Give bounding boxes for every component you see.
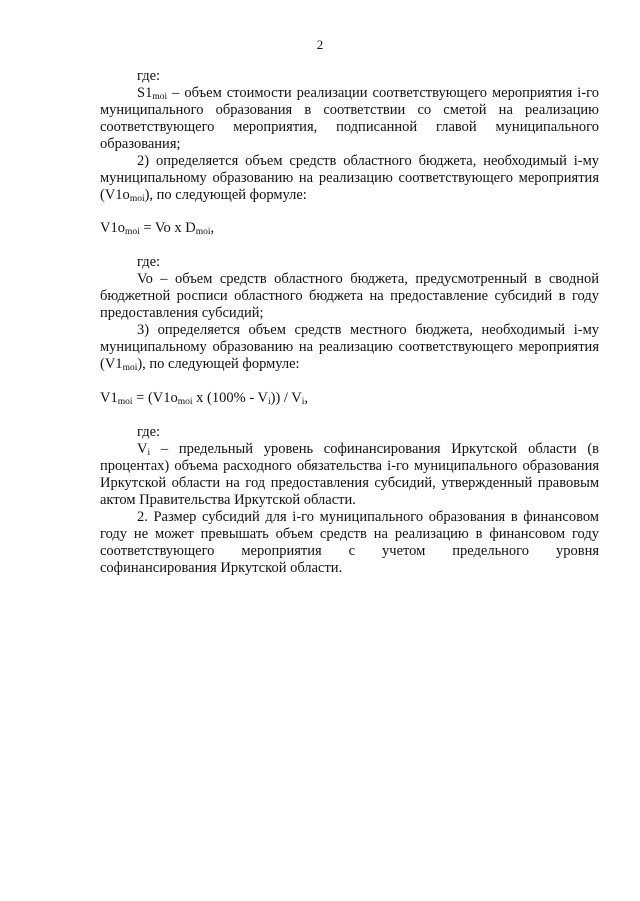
where-label-1: где: [137,68,161,84]
item-3-text: 3) определяется объем средств местного бюджета, необходимый i-му муниципальному образованию на реализацию соответствующего мероприятия (V1 [100,322,599,372]
s1-definition-text: – объем стоимости реализации соответствующего мероприятия i-го муниципального образования в соответствии со сметой на реализацию соответствующего мероприятия, подписанной главой муниципального образования; [100,85,599,152]
item-3-paragraph [100,322,599,373]
vi-symbol: V [137,441,148,457]
formula-v1o-mid-sub: moi [195,227,211,237]
item-2-text: 2) определяется объем средств областного бюджета, необходимый i-му муниципальному образованию на реализацию соответствующего мероприятия (V1o [100,153,599,203]
document-body [100,68,599,577]
formula-v1-b-sub: moi [177,397,193,407]
where-label-3: где: [137,424,161,440]
formula-v1o-lhs-sub: moi [124,227,140,237]
s1-symbol: S1 [137,85,153,101]
vi-subscript: i [147,448,151,458]
item-2-paragraph [100,153,599,204]
formula-v1-a: V1 [100,390,118,406]
formula-v1-c: x (100% - V [192,390,268,406]
formula-v1o [100,220,599,237]
item-2-subscript: moi [129,194,145,204]
vo-definition: Vo – объем средств областного бюджета, предусмотренный в сводной бюджетной росписи областного бюджета на предоставление субсидий в году предоставления субсидий; [100,271,599,321]
formula-v1-c-sub: i [267,397,271,407]
formula-v1o-lhs: V1o [100,220,125,236]
formula-v1o-mid: = Vo x D [139,220,196,236]
formula-v1-e: , [304,390,309,406]
formula-v1-d-sub: i [301,397,305,407]
page-number: 2 [316,37,324,52]
s1-definition [100,85,599,153]
formula-v1o-end: , [210,220,215,236]
formula-v1-a-sub: moi [117,397,133,407]
item-3-tail: ), по следующей формуле: [137,356,300,372]
s1-subscript: moi [152,92,168,102]
vi-definition-text: – предельный уровень софинансирования Иркутской области (в процентах) объема расходного обязательства i-го муниципального образования Иркутской области на год предоставления субсидий, утвержденный правовым актом Правительства Иркутской области. [100,441,599,508]
item-2-tail: ), по следующей формуле: [144,187,307,203]
item-3-subscript: moi [122,363,138,373]
formula-v1 [100,390,599,407]
formula-v1-b: = (V1o [132,390,178,406]
vi-definition [100,441,599,509]
where-label-2: где: [137,254,161,270]
formula-v1-d: )) / V [270,390,302,406]
final-paragraph: 2. Размер субсидий для i-го муниципального образования в финансовом году не может превышать объем средств на реализацию в финансовом году соответствующего мероприятия с учетом предельного уровня софинансирования Иркутской области. [100,509,599,576]
